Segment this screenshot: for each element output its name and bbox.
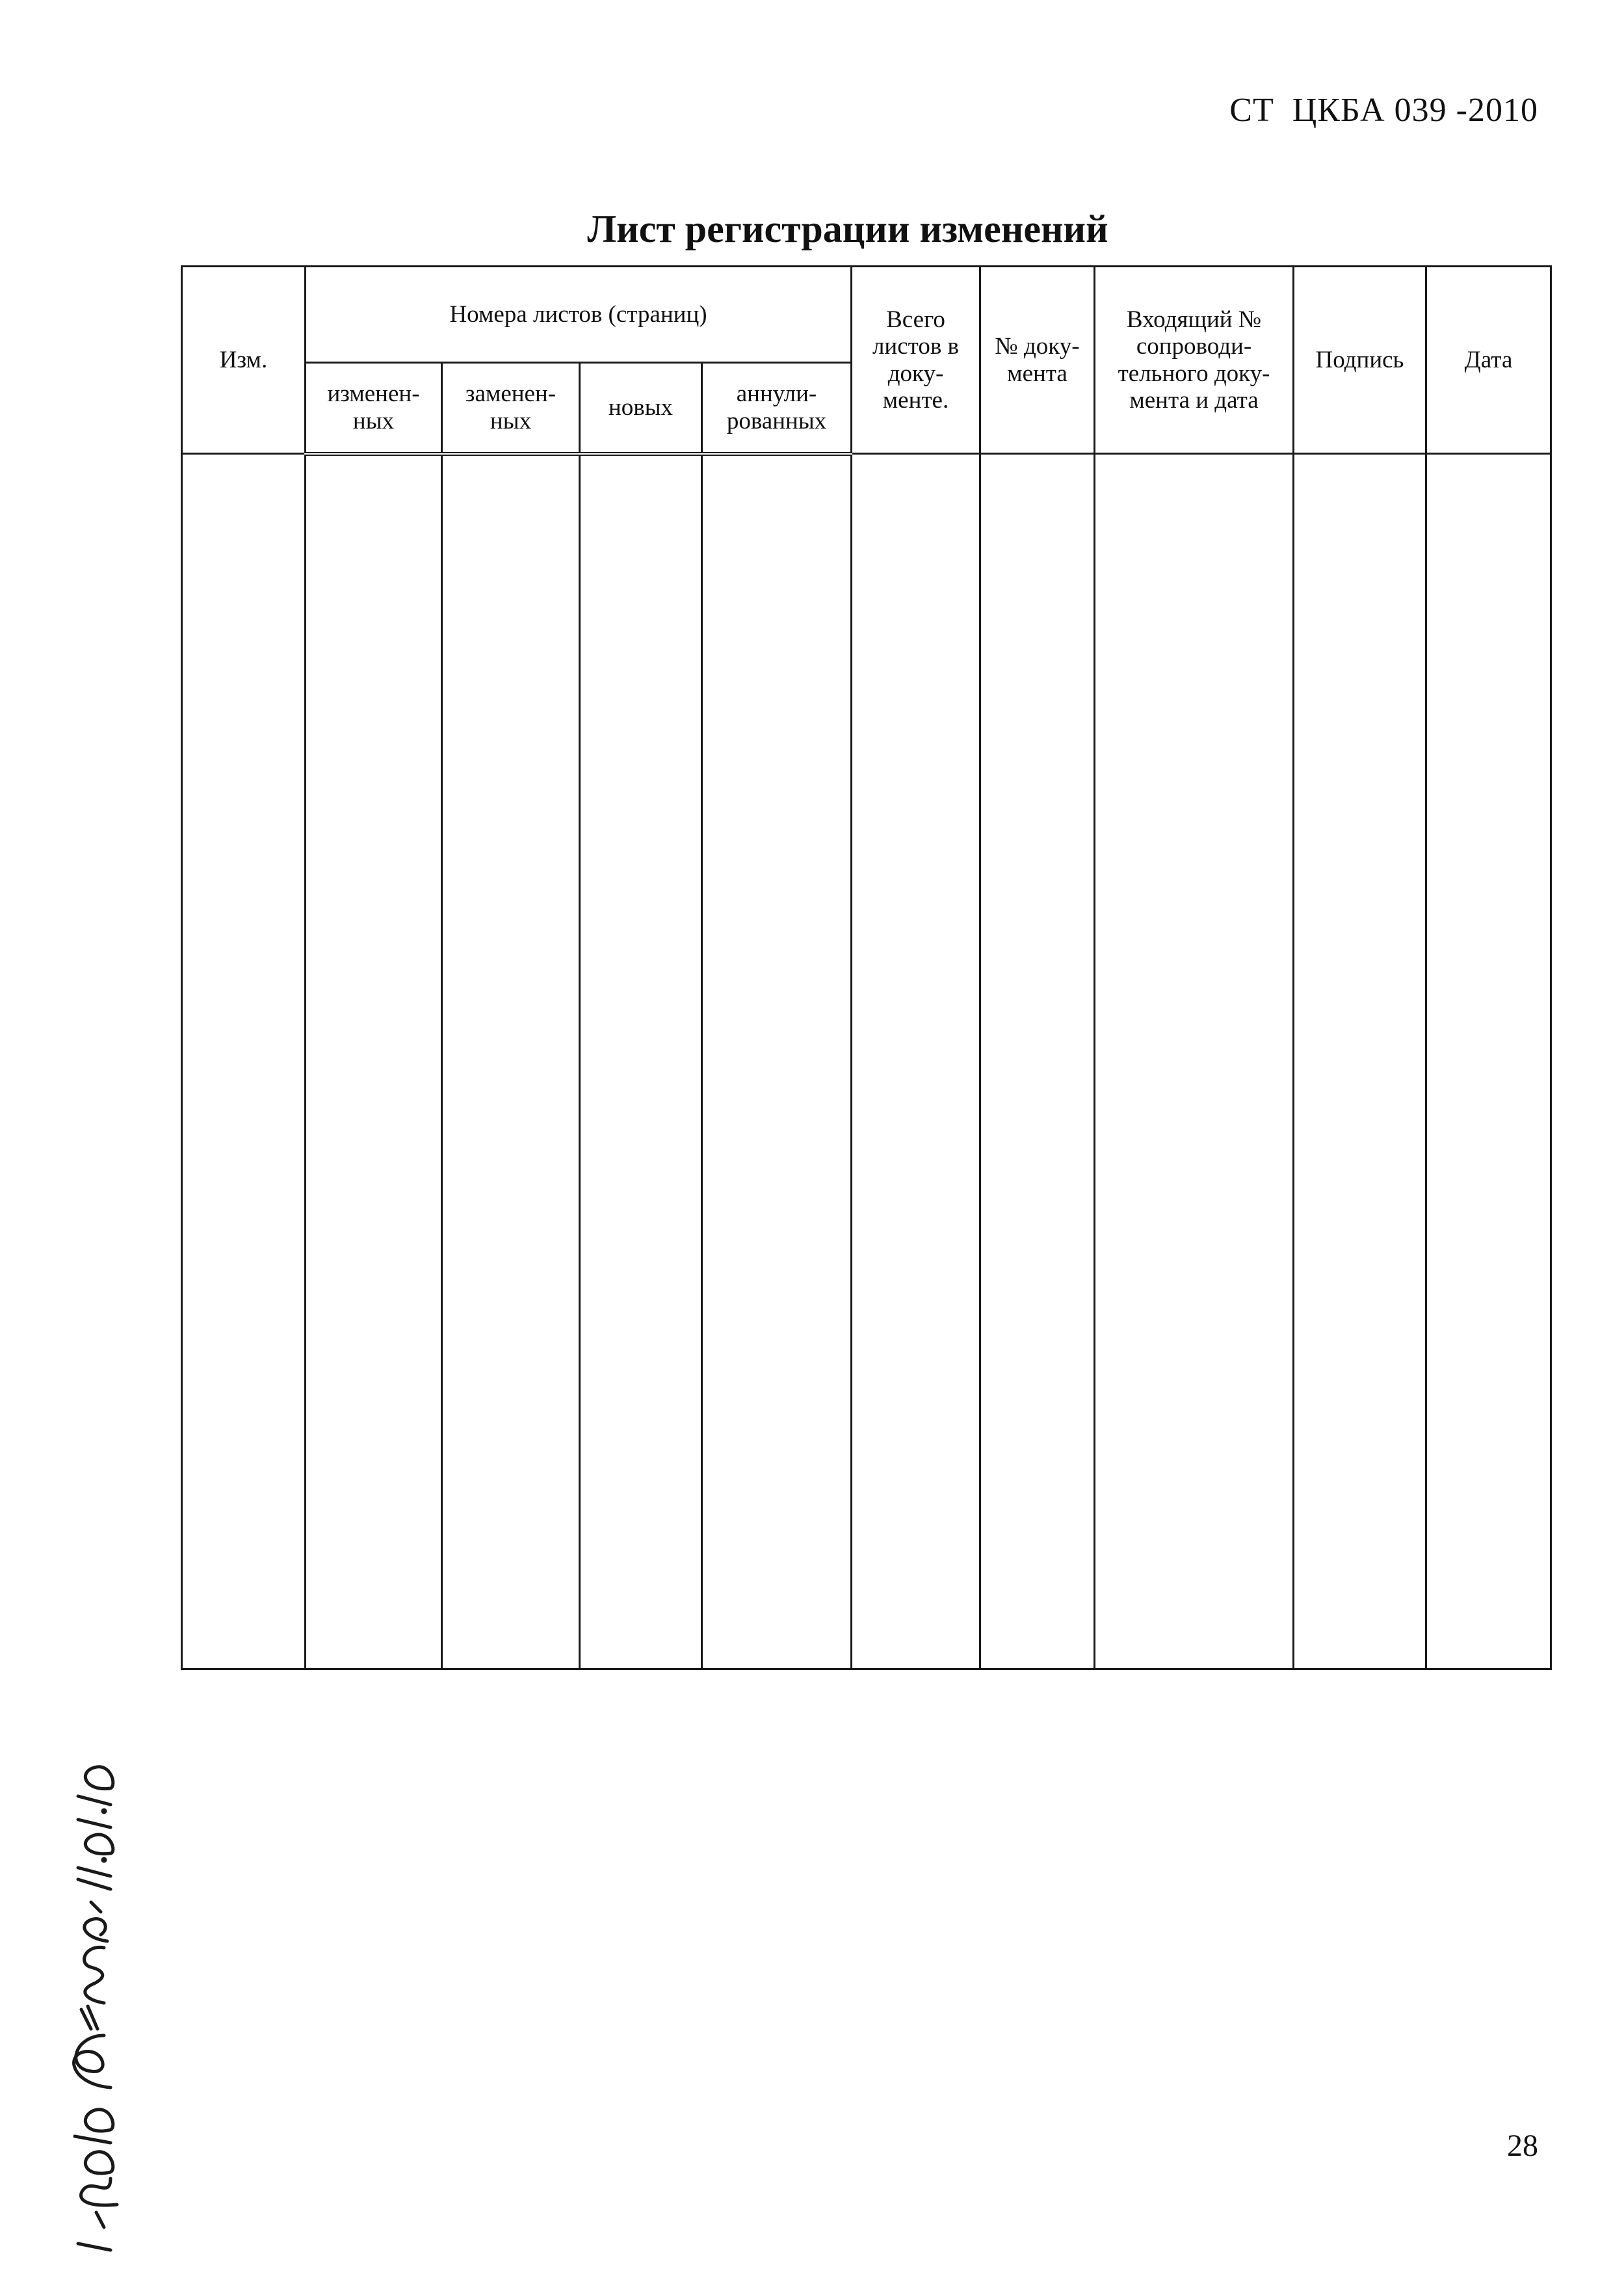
cell-signature (1294, 454, 1426, 1669)
cell-changed (306, 454, 442, 1669)
header-signature: Подпись (1294, 267, 1426, 454)
header-replaced: заменен-ных (442, 363, 580, 454)
cell-replaced (442, 454, 580, 1669)
cell-incoming-document (1095, 454, 1294, 1669)
page-title: Лист регистрации изменений (587, 207, 1108, 250)
header-total-sheets: Всего листов в доку-менте. (852, 267, 980, 454)
header-sheet-numbers: Номера листов (страниц) (306, 267, 852, 363)
handwritten-signature (13, 1749, 163, 2257)
table-row (182, 454, 1551, 1669)
header-incoming-document: Входящий № сопроводи-тельного доку-мента и дата (1095, 267, 1294, 454)
page-number: 28 (1507, 2128, 1538, 2163)
change-registration-table (181, 265, 1552, 1670)
cell-change (182, 454, 306, 1669)
cell-document-number (980, 454, 1095, 1669)
header-changed: изменен-ных (306, 363, 442, 454)
header-cancelled: аннули-рованных (702, 363, 852, 454)
header-date: Дата (1426, 267, 1551, 454)
header-document-number: № доку-мента (980, 267, 1095, 454)
cell-date (1426, 454, 1551, 1669)
cell-total-sheets (852, 454, 980, 1669)
header-change: Изм. (182, 267, 306, 454)
cell-cancelled (702, 454, 852, 1669)
cell-new (580, 454, 702, 1669)
document-code: СТ ЦКБА 039 -2010 (1229, 92, 1538, 129)
header-new: новых (580, 363, 702, 454)
